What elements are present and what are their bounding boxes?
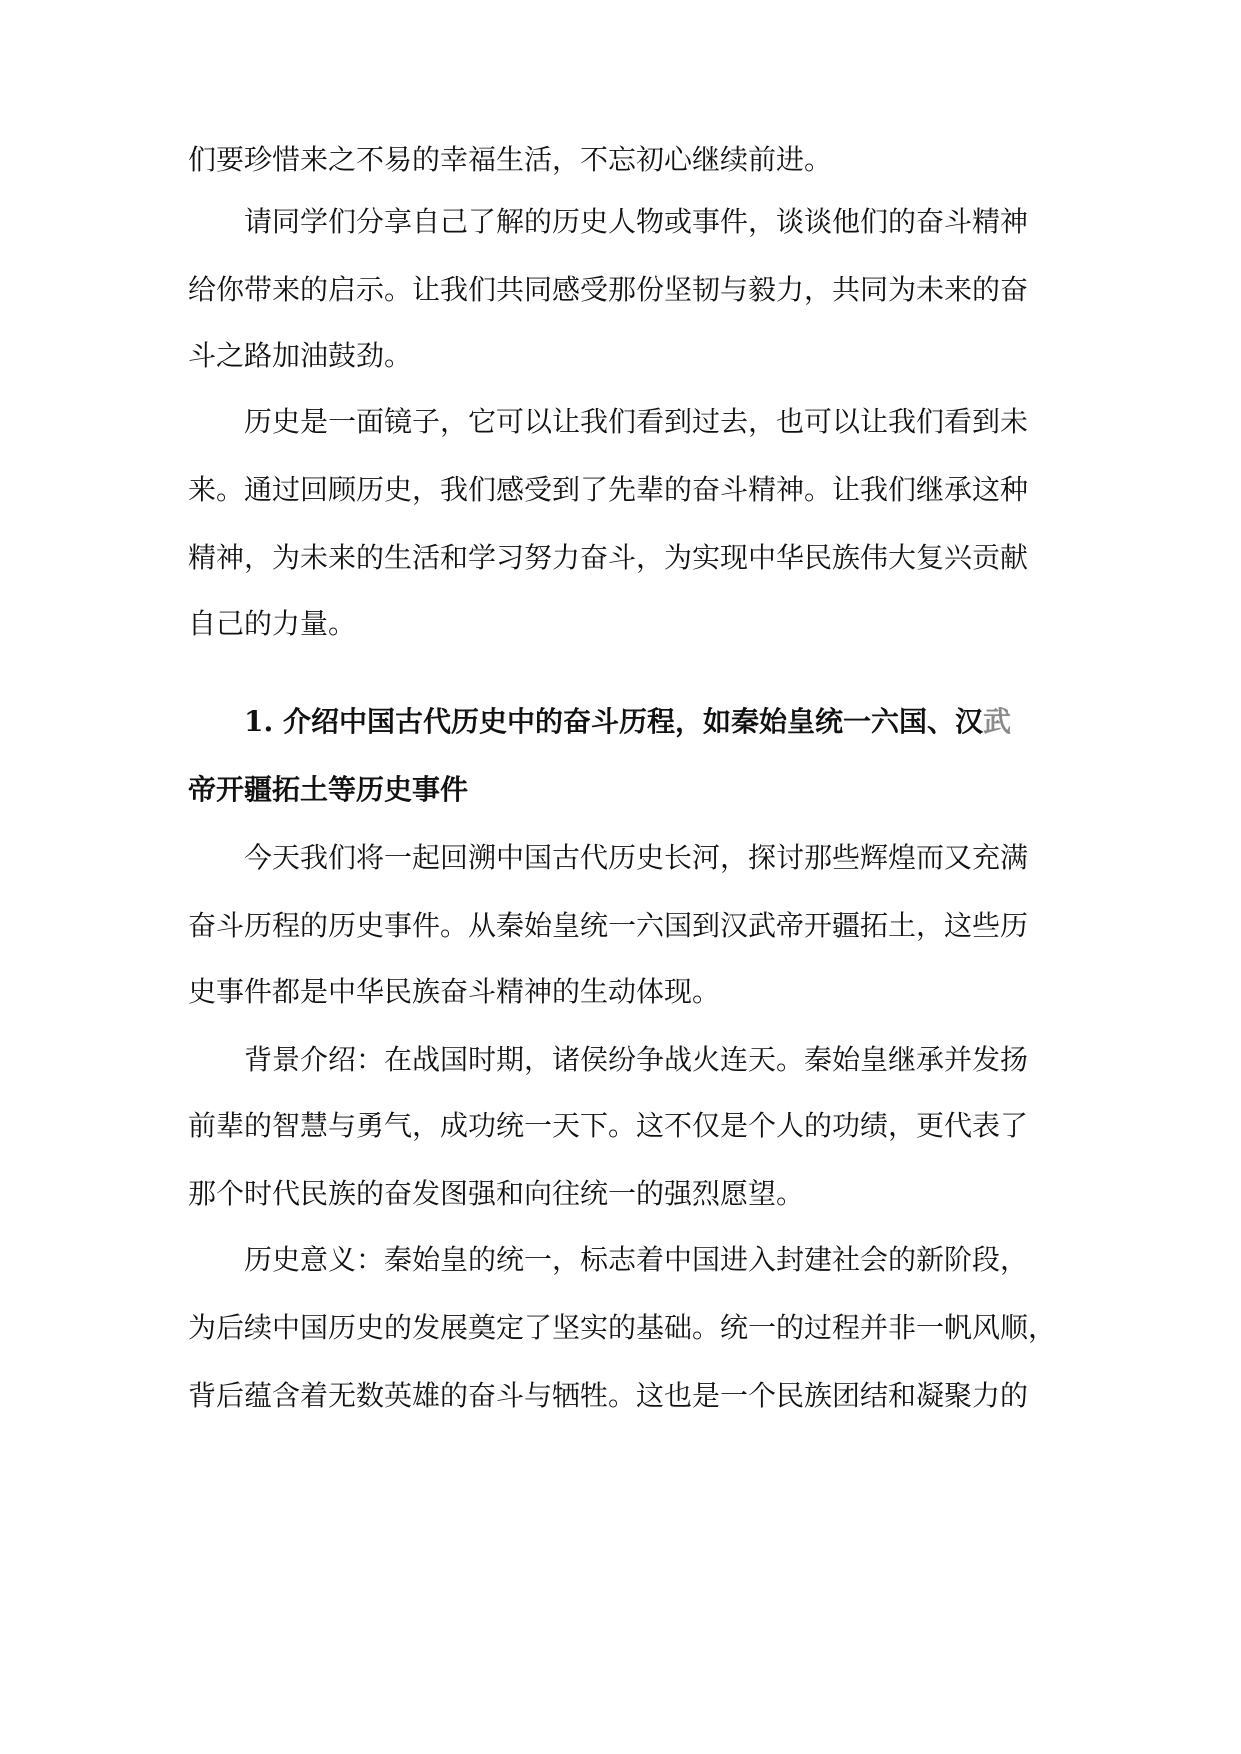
section-heading-continued: 帝开疆拓土等历史事件: [188, 773, 469, 806]
text-line: 给你带来的启示。让我们共同感受那份坚韧与毅力，共同为未来的奋: [188, 273, 1029, 306]
section-heading: [244, 702, 1011, 742]
text-line: 那个时代民族的奋发图强和向往统一的强烈愿望。: [188, 1177, 805, 1210]
text-line: 奋斗历程的历史事件。从秦始皇统一六国到汉武帝开疆拓土，这些历: [188, 909, 1029, 942]
text-line: 历史是一面镜子，它可以让我们看到过去，也可以让我们看到未: [244, 405, 1029, 438]
text-line: 背后蕴含着无数英雄的奋斗与牺牲。这也是一个民族团结和凝聚力的: [188, 1379, 1029, 1412]
heading-text-faded: 武: [982, 705, 1011, 738]
text-line: 斗之路加油鼓劲。: [188, 339, 413, 372]
text-line: 历史意义：秦始皇的统一，标志着中国进入封建社会的新阶段，: [244, 1243, 1029, 1276]
text-line: 史事件都是中华民族奋斗精神的生动体现。: [188, 975, 721, 1008]
text-line: 们要珍惜来之不易的幸福生活，不忘初心继续前进。: [188, 143, 833, 176]
text-line: 自己的力量。: [188, 607, 357, 640]
text-line: 前辈的智慧与勇气，成功统一天下。这不仅是个人的功绩，更代表了: [188, 1109, 1029, 1142]
text-line: 背景介绍：在战国时期，诸侯纷争战火连天。秦始皇继承并发扬: [244, 1043, 1029, 1076]
text-line: 来。通过回顾历史，我们感受到了先辈的奋斗精神。让我们继承这种: [188, 473, 1029, 506]
text-line: 请同学们分享自己了解的历史人物或事件，谈谈他们的奋斗精神: [244, 205, 1029, 238]
text-line: 今天我们将一起回溯中国古代历史长河，探讨那些辉煌而又充满: [244, 841, 1029, 874]
text-line: 精神，为未来的生活和学习努力奋斗，为实现中华民族伟大复兴贡献: [188, 541, 1029, 574]
text-line: 为后续中国历史的发展奠定了坚实的基础。统一的过程并非一帆风顺，: [188, 1311, 1057, 1344]
heading-text: 1. 介绍中国古代历史中的奋斗历程，如秦始皇统一六国、汉: [244, 705, 983, 738]
